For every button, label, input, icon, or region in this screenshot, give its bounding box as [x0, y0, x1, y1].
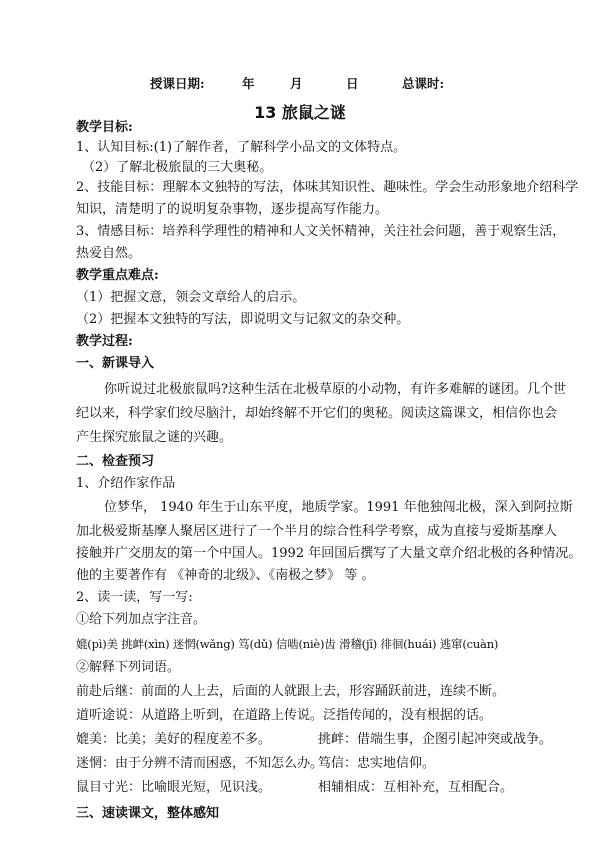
pinyin-list: 媲(pì)美 挑衅(xìn) 迷惘(wǎng) 笃(dǔ) 信啮(niè)齿 滑稽(jī) 徘徊(huái) 逃窜(cuàn) [76, 637, 499, 651]
vocab-item: 鼠目寸光：比喻眼光短，见识浅。 [76, 780, 272, 795]
day-label: 日 [346, 76, 359, 91]
goal-skill-1: 2、技能目标：理解本文独特的写法，体味其知识性、趣味性。学会生动形象地介绍科学 [76, 180, 579, 195]
vocab-item: 挑衅：借端生事，企图引起冲突或战争。 [318, 732, 553, 747]
process-heading: 教学过程: [76, 334, 133, 349]
author-line-1: 位梦华， 1940 年生于山东平度，地质学家。1991 年他独闯北极，深入到阿拉斯 [104, 500, 573, 515]
vocab-item: 相辅相成：互相补充，互相配合。 [318, 780, 514, 795]
intro-paragraph-line-2: 纪以来，科学家们绞尽脑汁，却始终解不开它们的奥秘。阅读这篇课文，相信你也会 [76, 406, 558, 421]
read-write-heading: 2、读一读，写一写: [76, 590, 193, 605]
vocab-item: 道听途说：从道路上听到，在道路上传说。泛指传闻的，没有根据的话。 [76, 708, 493, 723]
intro-paragraph-line-1: 你听说过北极旅鼠吗?这种生活在北极草原的小动物，有许多难解的谜团。几个世 [104, 382, 566, 397]
author-line-2: 加北极爱斯基摩人聚居区进行了一个半月的综合性科学考察，成为直接与爱斯基摩人 [76, 524, 558, 539]
goals-heading: 教学目标: [76, 120, 133, 135]
key-point-1: （1）把握文意，领会文章给人的启示。 [76, 290, 306, 305]
page-title: 13 旅鼠之谜 [254, 103, 346, 122]
vocab-instruction: ②解释下列词语。 [76, 660, 181, 675]
vocab-item: 媲美：比美；美好的程度差不多。 [76, 732, 272, 747]
goal-emotion-2: 热爱自然。 [76, 246, 142, 261]
section-reading-heading: 三、速读课文，整体感知 [76, 806, 220, 821]
goal-skill-2: 知识，清楚明了的说明复杂事物，逐步提高写作能力。 [76, 202, 389, 217]
date-label: 授课日期: [150, 76, 205, 91]
key-points-heading: 教学重点难点: [76, 268, 159, 283]
pinyin-instruction: ①给下列加点字注音。 [76, 612, 207, 627]
vocab-item: 迷惘：由于分辨不清而困惑，不知怎么办。 [76, 756, 324, 771]
key-point-2: （2）把握本文独特的写法，即说明文与记叙文的杂交种。 [76, 312, 410, 327]
goal-emotion-1: 3、情感目标：培养科学理性的精神和人文关怀精神，关注社会问题，善于观察生活， [76, 224, 566, 239]
section-intro-heading: 一、新课导入 [76, 356, 155, 371]
author-line-4: 他的主要著作有 《神奇的北级》、《南极之梦》 等 。 [76, 568, 375, 583]
intro-paragraph-line-3: 产生探究旅鼠之谜的兴趣。 [76, 430, 233, 445]
year-label: 年 [242, 76, 255, 91]
goal-cognitive-2: （2）了解北极旅鼠的三大奥秘。 [82, 160, 273, 175]
section-preview-heading: 二、检查预习 [76, 454, 155, 469]
month-label: 月 [290, 76, 303, 91]
author-line-3: 接触并广交朋友的第一个中国人。1992 年回国后撰写了大量文章介绍北极的各种情况。 [76, 546, 582, 561]
author-intro-heading: 1、介绍作家作品 [76, 476, 176, 491]
vocab-item: 笃信：忠实地信仰。 [318, 756, 436, 771]
total-hours-label: 总课时: [402, 76, 445, 91]
goal-cognitive-1: 1、认知目标:(1)了解作者，了解科学小品文的文体特点。 [76, 140, 407, 155]
vocab-item: 前赴后继：前面的人上去，后面的人就跟上去，形容踊跃前进，连续不断。 [76, 684, 506, 699]
